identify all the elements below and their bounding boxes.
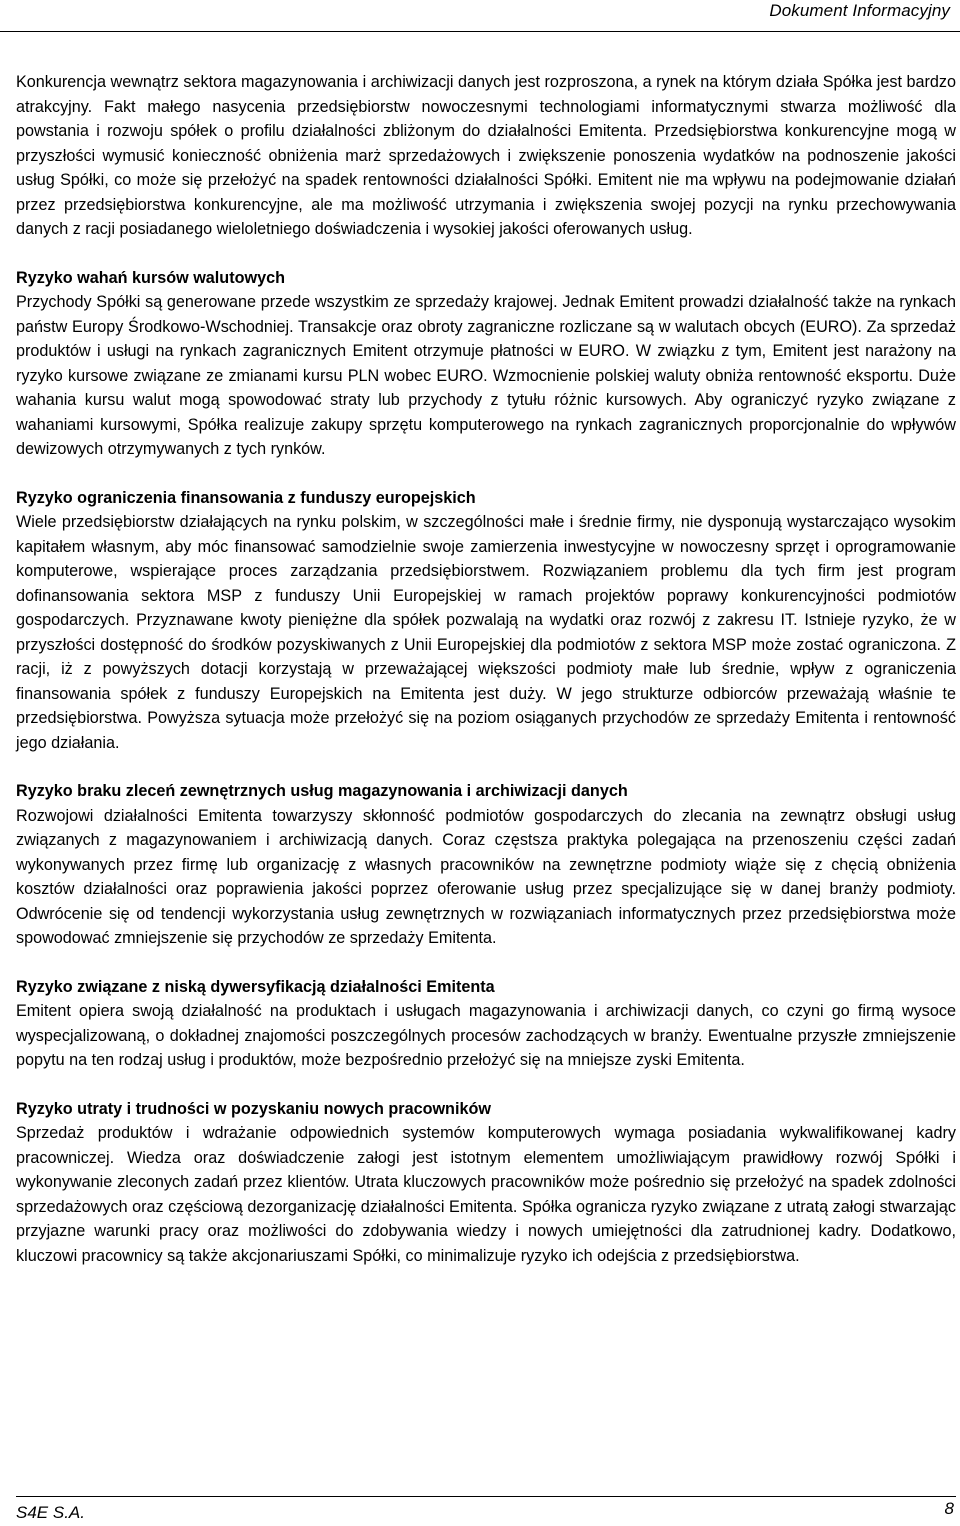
header-divider: [0, 31, 960, 32]
page-footer: [0, 1496, 960, 1526]
page-number: 8: [944, 1499, 954, 1518]
section-diversification-risk: [16, 975, 956, 1073]
document-body: [16, 70, 956, 1268]
section-paragraph: Przychody Spółki są generowane przede wszystkim ze sprzedaży krajowej. Jednak Emitent prowadzi działalność także na rynkach państw Europy Środkowo-Wschodniej. Transakcje oraz obroty zagraniczne rozliczane są w walutach obcych (EURO). Za sprzedaż produktów i usługi na rynkach zagranicznych Emitent otrzymuje płatności w EURO. W związku z tym, Emitent jest narażony na ryzyko kursowe związane ze zmianami kursu PLN wobec EURO. Wzmocnienie polskiej waluty obniża rentowność eksportu. Duże wahania kursu walut mogą spowodować straty lub przychody z tytułu różnic kursowych. Aby ograniczyć ryzyko związane z wahaniami kursowymi, Spółka realizuje zakupy sprzętu komputerowego na rynkach zagranicznych proporcjonalnie do wpływów dewizowych otrzymywanych z tych rynków.: [16, 293, 956, 458]
footer-company-name: S4E S.A.: [16, 1503, 85, 1522]
section-currency-risk: [16, 266, 956, 462]
footer-divider: [16, 1496, 956, 1497]
section-heading: Ryzyko ograniczenia finansowania z funduszy europejskich: [16, 488, 476, 507]
section-paragraph: Wiele przedsiębiorstw działających na rynku polskim, w szczególności małe i średnie firmy, nie dysponują wystarczająco wysokim kapitałem własnym, aby móc finansować samodzielnie swoje zamierzenia inwestycyjne w nowoczesny sprzęt i oprogramowanie komputerowe, wspierające proces zarządzania przedsiębiorstwem. Rozwiązaniem problemu dla tych firm jest program dofinansowania sektora MSP z funduszy Unii Europejskiej w ramach projektów poprawy konkurencyjności podmiotów gospodarczych. Przyznawane kwoty pieniężne dla spółek pozwalają na wydatki oraz rozwój z zakresu IT. Istnieje ryzyko, że w przyszłości dostępność do środków pozyskiwanych z Unii Europejskiej dla podmiotów z sektora MSP może zostać ograniczona. Z racji, iż z powyższych dotacji korzystają w przeważającej większości podmioty małe lub średnie, wpływ z ograniczenia finansowania spółek z funduszy Europejskich na Emitenta jest duży. W jego strukturze odbiorców przeważają właśnie te przedsiębiorstwa. Powyższa sytuacja może przełożyć się na poziom osiąganych przychodów ze sprzedaży Emitenta i rentowność jego działania.: [16, 513, 956, 752]
section-outsourcing-risk: [16, 779, 956, 951]
section-heading: Ryzyko utraty i trudności w pozyskaniu nowych pracowników: [16, 1099, 491, 1118]
section-heading: Ryzyko związane z niską dywersyfikacją działalności Emitenta: [16, 977, 495, 996]
section-heading: Ryzyko wahań kursów walutowych: [16, 268, 285, 287]
intro-paragraph: Konkurencja wewnątrz sektora magazynowania i archiwizacji danych jest rozproszona, a rynek na którym działa Spółka jest bardzo atrakcyjny. Fakt małego nasycenia przedsiębiorstw nowoczesnymi technologiami informatycznymi stwarza możliwość dla powstania i rozwoju spółek o profilu działalności zbliżonym do działalności Emitenta. Przedsiębiorstwa konkurencyjne mogą w przyszłości wymusić konieczność obniżenia marż sprzedażowych i zwiększenie ponoszenia wydatków na podnoszenie jakości usług Spółki, co może się przełożyć na spadek rentowności działalności Spółki. Emitent nie ma wpływu na podejmowanie działań przez przedsiębiorstwa konkurencyjne, ale ma możliwość utrzymania i zwiększenia swojej pozycji na rynku przechowywania danych z racji posiadanego wieloletniego doświadczenia i wysokiej jakości oferowanych usług.: [16, 73, 956, 238]
document-title: Dokument Informacyjny: [769, 1, 950, 20]
section-heading: Ryzyko braku zleceń zewnętrznych usług magazynowania i archiwizacji danych: [16, 782, 628, 800]
page-header: [0, 0, 960, 34]
section-staff-risk: [16, 1097, 956, 1269]
section-paragraph: Emitent opiera swoją działalność na produktach i usługach magazynowania i archiwizacji danych, co czyni go firmą wysoce wyspecjalizowaną, o dokładnej znajomości poszczególnych procesów zachodzących w branży. Ewentualne przyszłe zmniejszenie popytu na ten rodzaj usług i produktów, może bezpośrednio przełożyć się na mniejsze zyski Emitenta.: [16, 1002, 956, 1069]
section-eu-funding-risk: [16, 486, 956, 756]
section-paragraph: Sprzedaż produktów i wdrażanie odpowiednich systemów komputerowych wymaga posiadania wykwalifikowanej kadry pracowniczej. Wiedza oraz doświadczenie załogi jest istotnym elementem umożliwiającym prawidłowy rozwój Spółki i wykonywanie zleconych zadań przez klientów. Utrata kluczowych pracowników może pośrednio się przełożyć na spadek zdolności sprzedażowych oraz częściową dezorganizację działalności Emitenta. Spółka ogranicza ryzyko związane z utratą załogi stwarzając przyjazne warunki pracy oraz możliwości do zdobywania wiedzy i nowych umiejętności dla zatrudnionej kadry. Dodatkowo, kluczowi pracownicy są także akcjonariuszami Spółki, co minimalizuje ryzyko ich odejścia z przedsiębiorstwa.: [16, 1124, 956, 1265]
section-paragraph: Rozwojowi działalności Emitenta towarzyszy skłonność podmiotów gospodarczych do zlecania na zewnątrz obsługi usług związanych z magazynowaniem i archiwizacją danych. Coraz częstsza praktyka polegająca na przenoszeniu części zadań wykonywanych przez firmę lub organizację z własnych pracowników na zewnętrzne podmioty wiąże się z chęcią obniżenia kosztów działalności oraz poprawienia jakości poprzez oferowanie usług przez specjalizujące się w danej branży podmioty. Odwrócenie się od tendencji wykorzystania usług zewnętrznych w rozwiązaniach informatycznych przez przedsiębiorstwa może spowodować zmniejszenie się przychodów ze sprzedaży Emitenta.: [16, 806, 956, 947]
